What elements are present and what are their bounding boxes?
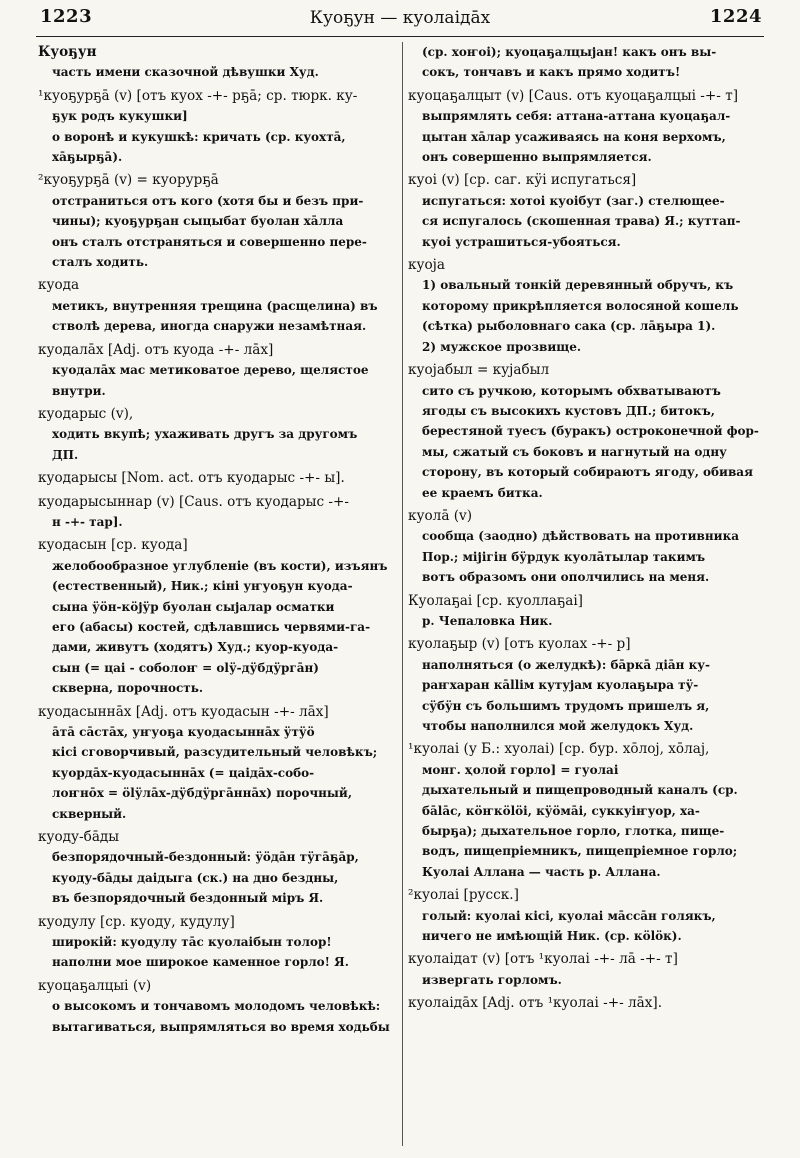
definition-line: ҕук родъ кукушки]: [52, 109, 188, 124]
entry-definition: [38, 106, 398, 167]
definition-line: часть имени сказочной дѣвушки Худ.: [52, 65, 319, 80]
definition-line: сталъ ходить.: [52, 255, 149, 270]
entry-headword: куолаiдат (v) [отъ ¹куолаi -+- лā -+- т]: [408, 951, 678, 968]
definition-line: Куолаi Аллана — часть р. Аллана.: [422, 864, 661, 879]
dictionary-entry: [408, 949, 768, 990]
left-page-number: 1223: [40, 6, 93, 27]
dictionary-entry: [408, 360, 768, 503]
definition-line: ничего не имѣющiй Ник. (ср. кölöк).: [422, 929, 682, 944]
definition-line: ягоды съ высокихъ кустовъ ДП.; битокъ,: [422, 403, 715, 418]
definition-line: извергать горломъ.: [422, 972, 562, 987]
dictionary-entry: [408, 634, 768, 736]
definition-line: испугаться: хотоi куоiбут (заг.) стелющее-: [422, 193, 725, 208]
page-header: [0, 0, 800, 40]
definition-line: внутри.: [52, 383, 106, 398]
definition-line: лоҥнōх = ölӱлāх-дӱбдӱргāннāх) порочный,: [52, 786, 352, 801]
definition-line: ее краемъ битка.: [422, 485, 543, 500]
entry-definition: [38, 932, 398, 973]
definition-line: дами, живутъ (ходятъ) Худ.; куор-куода-: [52, 640, 339, 655]
entry-definition: [408, 526, 768, 587]
dictionary-entry: [38, 827, 398, 909]
definition-line: сокъ, тончавъ и какъ прямо ходитъ!: [422, 65, 681, 80]
dictionary-entry: [408, 591, 768, 632]
entry-headword: куодалāх [Adj. отъ куода -+- лāх]: [38, 341, 274, 358]
definition-line: метикъ, внутренняя трещина (расщелина) въ: [52, 298, 378, 313]
definition-line: кiсi сговорчивый, разсудительный человѣкъ;: [52, 745, 378, 760]
dictionary-entry: [38, 492, 398, 533]
definition-line: чины); куоҕурҕан сыцыбат буолан хāлла: [52, 214, 344, 229]
dictionary-entry: [408, 170, 768, 252]
right-page-number: 1224: [709, 6, 762, 27]
dictionary-entry: [38, 275, 398, 336]
definition-line: 2) мужское прозвище.: [422, 339, 582, 354]
entry-headword: Куолаҕаi [ср. куоллаҕаi]: [408, 592, 583, 609]
dictionary-entry: [408, 885, 768, 946]
header-rule: [36, 36, 764, 37]
definition-line: (естественный), Ник.; кiнi уҥуоҕун куода-: [52, 579, 353, 594]
definition-line: р. Чепаловка Ник.: [422, 613, 553, 628]
dictionary-entry: [408, 739, 768, 882]
definition-line: широкiй: куодулу тāс куолаiбын толор!: [52, 935, 332, 950]
definition-line: которому прикрѣпляется волосяной кошель: [422, 298, 739, 313]
definition-line: бырҕа); дыхательное горло, глотка, пище-: [422, 824, 725, 839]
entry-headword: куодулу [ср. куоду, кудулу]: [38, 913, 235, 930]
entry-headword: куодарысы [Nom. act. отъ куодарыс -+- ы].: [38, 470, 345, 487]
definition-line: дыхательный и пищепроводный каналъ (ср.: [422, 783, 738, 798]
definition-line: āтā сāстāх, уҥуоҕа куодасыннāх ӱтӱö: [52, 725, 315, 739]
entry-definition: [38, 191, 398, 273]
definition-line: сообща (заодно) дѣйствовать на противника: [422, 529, 740, 544]
dictionary-entry: [38, 340, 398, 401]
definition-line: отстраниться отъ кого (хотя бы и безъ при-: [52, 193, 364, 208]
right-column: [408, 42, 768, 1150]
entry-headword: куоду-бāды: [38, 829, 120, 846]
dictionary-entry: [38, 702, 398, 824]
definition-line: сторону, въ который собираютъ ягоду, обивая: [422, 465, 753, 480]
definition-line: (ср. хоҥоi); куоцаҕалцыјан! какъ онъ вы-: [422, 45, 717, 59]
entry-headword: ²куоҕурҕā (v) = куорурҕā: [38, 172, 219, 189]
definition-line: водъ, пищепрiемникъ, пищепрiемное горло;: [422, 844, 738, 859]
definition-line: ДП.: [52, 447, 79, 462]
entry-definition: [38, 296, 398, 337]
left-column: [38, 42, 398, 1150]
entry-definition: [38, 556, 398, 699]
entry-headword: куоја: [408, 257, 445, 274]
definition-line: вотъ образомъ они ополчились на меня.: [422, 570, 710, 585]
definition-line: онъ сталъ отстраняться и совершенно пере-: [52, 234, 367, 249]
definition-line: о воронѣ и кукушкѣ: кричать (ср. куохтā,: [52, 129, 346, 144]
entry-definition: [408, 611, 768, 631]
entry-definition: [408, 906, 768, 947]
definition-line: бālāс, кöҥкölöi, кӱöмāi, суккуiҥуор, ха-: [422, 803, 700, 818]
definition-line: раҥхаран кālliм кутујам куолаҕыра тӱ-: [422, 678, 699, 693]
definition-line: о высокомъ и тончавомъ молодомъ человѣкѣ:: [52, 999, 381, 1014]
definition-line: наполняться (о желудкѣ): бāркā дiāн ку-: [422, 657, 710, 672]
entry-headword: куодасыннāх [Adj. отъ куодасын -+- лāх]: [38, 703, 329, 720]
entry-definition: [408, 275, 768, 357]
definition-line: куодалāх мас метиковатое дерево, щелястое: [52, 363, 369, 378]
definition-line: стволѣ дерева, иногда снаружи незамѣтная.: [52, 319, 367, 334]
entry-definition: [408, 760, 768, 882]
dictionary-entry: [38, 912, 398, 973]
dictionary-entry: [38, 976, 398, 1037]
definition-line: н -+- тар].: [52, 514, 123, 529]
entry-headword: Куоҕун: [38, 44, 97, 60]
entry-definition: [38, 360, 398, 401]
entry-definition: [408, 191, 768, 252]
dictionary-entry: [38, 468, 398, 488]
definition-line: сын (= цаi - соболоҥ = оlӱ-дӱбдӱргāн): [52, 660, 319, 675]
dictionary-entry: [38, 170, 398, 272]
definition-line: сито съ ручкою, которымъ обхватываютъ: [422, 383, 721, 398]
entry-headword: куодасын [ср. куода]: [38, 537, 188, 554]
entry-definition: [38, 847, 398, 908]
entry-definition: [408, 106, 768, 167]
definition-line: скверна, порочность.: [52, 681, 204, 696]
definition-line: куоду-бāды даiдыга (ск.) на дно бездны,: [52, 870, 339, 885]
definition-line: выпрямлять себя: аттана-аттана куоцаҕал-: [422, 109, 731, 124]
definition-line: хāҕырҕā).: [52, 150, 123, 165]
definition-line: онъ совершенно выпрямляется.: [422, 150, 652, 165]
entry-definition: [408, 381, 768, 503]
entry-definition: [38, 996, 398, 1037]
entry-headword: куојабыл = кујабыл: [408, 362, 550, 379]
dictionary-entry: [408, 42, 768, 83]
entry-headword: куоцаҕалцыт (v) [Caus. отъ куоцаҕалцыi -+- т]: [408, 87, 739, 104]
dictionary-entry: [38, 42, 398, 83]
definition-line: 1) овальный тонкiй деревянный обручъ, къ: [422, 278, 734, 293]
column-divider: [402, 42, 403, 1146]
definition-line: Пор.; мiјiгiн бӱрдук куолāтылар такимъ: [422, 549, 706, 564]
definition-line: берестяной туесъ (буракъ) остроконечной фор-: [422, 424, 759, 439]
dictionary-entry: [408, 86, 768, 168]
running-title: Куоҕун — куолаiдāх: [309, 8, 491, 28]
entry-headword: куодарыс (v),: [38, 405, 134, 422]
entry-definition: [408, 970, 768, 990]
definition-line: желобообразное углубленiе (въ кости), изъянъ: [52, 558, 388, 573]
definition-line: въ безпорядочный бездонный мiръ Я.: [52, 891, 324, 906]
entry-headword: ²куолаi [русск.]: [408, 887, 519, 904]
dictionary-entry: [408, 506, 768, 588]
definition-line: ходить вкупѣ; ухаживать другъ за другомъ: [52, 427, 358, 442]
entry-headword: куоцаҕалцыi (v): [38, 977, 152, 994]
definition-line: сына ӱöн-кöјӱр буолан сыјалар осматки: [52, 599, 335, 614]
definition-line: цытан хāлар усаживаясь на коня верхомъ,: [422, 129, 726, 144]
definition-line: (сѣтка) рыболовнаго сака (ср. лāҕыра 1).: [422, 319, 716, 334]
definition-line: наполни мое широкое каменное горло! Я.: [52, 955, 349, 970]
entry-headword: куолā (v): [408, 507, 473, 524]
dictionary-entry: [408, 255, 768, 357]
dictionary-entry: [38, 86, 398, 168]
definition-line: монг. ҳолой горло] = гуолаi: [422, 762, 619, 777]
entry-headword: куолаiдāх [Adj. отъ ¹куолаi -+- лāх].: [408, 995, 663, 1012]
definition-line: сӱбӱн съ большимъ трудомъ пришелъ я,: [422, 698, 710, 713]
dictionary-entry: [38, 535, 398, 698]
definition-line: чтобы наполнился мой желудокъ Худ.: [422, 719, 694, 733]
entry-headword: куода: [38, 277, 80, 294]
definition-line: куоi устрашиться-убояться.: [422, 234, 621, 249]
entry-headword: куодарысыннар (v) [Caus. отъ куодарыс -+-: [38, 493, 350, 510]
entry-definition: [38, 722, 398, 824]
entry-headword: куоi (v) [ср. саг. кӱi испугаться]: [408, 172, 637, 189]
definition-line: куордāх-куодасыннāх (= цаiдāх-собо-: [52, 765, 315, 780]
entry-headword: ¹куоҕурҕā (v) [отъ куох -+- рҕā; ср. тюрк. ку-: [38, 87, 358, 104]
entry-headword: куолаҕыр (v) [отъ куолах -+- р]: [408, 636, 631, 653]
definition-line: голый: куолаi кiсi, куолаi мāссāн голякъ,: [422, 908, 716, 923]
entry-definition: [38, 512, 398, 532]
definition-line: скверный.: [52, 806, 127, 821]
entry-definition: [38, 424, 398, 465]
definition-line: мы, сжатый съ боковъ и нагнутый на одну: [422, 444, 727, 459]
definition-line: его (абасы) костей, сдѣлавшись червями-га-: [52, 619, 371, 634]
dictionary-entry: [408, 993, 768, 1013]
definition-line: ся испугалось (скошенная трава) Я.; куттап-: [422, 214, 741, 229]
entry-definition: [38, 62, 398, 82]
entry-headword: ¹куолаi (у Б.: хуолаi) [ср. бур. хōлој, хōлај,: [408, 741, 710, 758]
dictionary-entry: [38, 404, 398, 465]
entry-definition: [408, 42, 768, 83]
entry-definition: [408, 655, 768, 737]
definition-line: вытагиваться, выпрямляться во время ходьбы: [52, 1019, 390, 1034]
definition-line: безпорядочный-бездонный: ӱöдāн тӱгāҕāр,: [52, 850, 359, 865]
